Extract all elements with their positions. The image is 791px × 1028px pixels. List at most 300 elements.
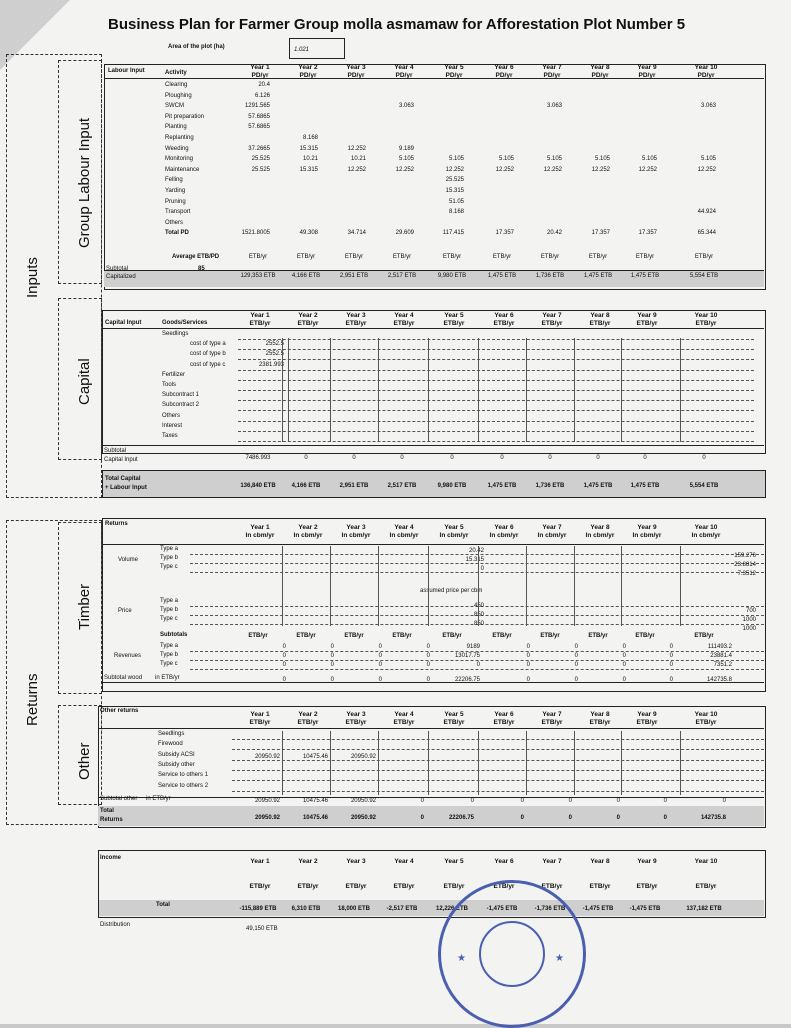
- other-subtotal-value: 0: [616, 798, 620, 804]
- labour-subtotal-value: 129,353 ETB: [240, 273, 276, 279]
- labour-value: 12.252: [591, 166, 610, 173]
- labour-value: 1521.8005: [241, 230, 270, 237]
- total-capital-label: Total Capital: [105, 476, 141, 482]
- unit-header: ETB/yr: [636, 883, 658, 890]
- capital-subtotal-value: 0: [596, 455, 600, 461]
- timber-section-label: Returns: [105, 521, 128, 527]
- capital-item-label: Interest: [162, 422, 183, 429]
- activity-label: Pruning: [165, 198, 186, 205]
- revenue-value: 0: [574, 653, 578, 659]
- total-capital-value: 1,475 ETB: [487, 483, 517, 489]
- other-header-line: [98, 728, 764, 729]
- subsidy-acsi-value: 20950.92: [350, 754, 376, 760]
- goods-header: Goods/Services: [162, 320, 208, 326]
- year-header: Year 9: [637, 312, 657, 319]
- capital-subtotal-line: [102, 445, 764, 446]
- activity-label: Planting: [165, 124, 187, 131]
- capital-col-rule: [574, 338, 575, 442]
- subtotal-wood-value: 0: [282, 677, 286, 683]
- revenue-value: 0: [378, 653, 382, 659]
- year-header: Year 1: [250, 858, 270, 865]
- other-subtotal-value: 0: [470, 798, 474, 804]
- total-returns-label: Total: [100, 808, 114, 814]
- capital-table: [102, 310, 766, 454]
- year-header: Year 1: [250, 711, 270, 718]
- activity-label: Maintenance: [165, 166, 200, 173]
- unit-header: ETB/yr: [393, 883, 415, 890]
- year-header: Year 2: [298, 711, 318, 718]
- labour-value: 12.252: [638, 166, 657, 173]
- distribution-label: Distribution: [100, 922, 131, 928]
- area-label: Area of the plot (ha): [168, 44, 225, 50]
- capital-item-label: cost of type b: [190, 351, 226, 358]
- type-label: Type b: [160, 652, 179, 658]
- labour-subtotal-value: 2,517 ETB: [387, 273, 417, 279]
- year-header: Year 6: [494, 711, 514, 718]
- volume-y10-value: 159.276: [734, 553, 756, 559]
- timber-col-rule: [428, 546, 429, 626]
- labour-value: 15.315: [299, 145, 318, 152]
- volume-y10-value: 23.8814: [734, 562, 756, 568]
- volume-y10-value: 7.3512: [737, 571, 756, 577]
- labour-value: 8.168: [448, 209, 464, 216]
- capital-subtotal-value: 0: [400, 455, 404, 461]
- labour-value: 5.105: [498, 156, 514, 163]
- capital-y1-value: 2381.993: [258, 361, 284, 368]
- unit-header: In cbm/yr: [489, 532, 519, 539]
- year-header: Year 5: [444, 312, 464, 319]
- year-header: Year 6: [494, 524, 514, 531]
- capital-section-label: Capital Input: [105, 320, 142, 326]
- labour-subtotal-value: 9,980 ETB: [437, 273, 467, 279]
- unit-header: ETB/yr: [636, 719, 658, 726]
- other-subtotal-value: 0: [568, 798, 572, 804]
- capital-subtotal-label: Subtotal: [104, 448, 127, 454]
- etb-unit: ETB/yr: [392, 254, 412, 260]
- unit-header: ETB/yr: [443, 883, 465, 890]
- other-row-rule: [232, 770, 764, 771]
- etb-unit: ETB/yr: [344, 254, 364, 260]
- capital-row-rule: [238, 441, 754, 442]
- average-value: 85: [198, 266, 205, 272]
- price-y10-value: 1000: [742, 626, 756, 632]
- revenue-value: 0: [378, 662, 382, 668]
- year-header: Year 10: [694, 64, 718, 71]
- revenue-value: 0: [574, 662, 578, 668]
- year-header: Year 5: [444, 858, 464, 865]
- labour-value: 25.525: [445, 177, 464, 184]
- capital-subtotal-value: 0: [643, 455, 647, 461]
- year-header: Year 3: [346, 524, 366, 531]
- unit-header: PD/yr: [347, 72, 365, 79]
- labour-value: 51.05: [448, 198, 464, 205]
- volume-y5-value: 15.315: [465, 557, 484, 563]
- labour-value: 17.357: [638, 230, 657, 237]
- other-item-label: Service to others 1: [158, 772, 209, 779]
- year-header: Year 4: [394, 858, 414, 865]
- revenues-label: Revenues: [114, 653, 142, 659]
- capital-item-label: Subcontract 1: [162, 392, 200, 399]
- average-label: Average ETB/PD: [172, 254, 220, 260]
- unit-header: ETB/yr: [695, 320, 717, 327]
- other-item-label: Subsidy ACSI: [158, 751, 195, 758]
- capital-col-rule: [378, 338, 379, 442]
- year-header: Year 4: [394, 64, 414, 71]
- year-header: Year 2: [298, 64, 318, 71]
- timber-col-rule: [478, 546, 479, 626]
- total-returns-value: 0: [420, 815, 424, 821]
- labour-value: 15.315: [445, 188, 464, 194]
- year-header: Year 9: [637, 524, 657, 531]
- labour-value: 5.105: [700, 156, 716, 163]
- other-subtotal-value: 20950.92: [350, 798, 376, 804]
- capital-item-label: Subcontract 2: [162, 402, 200, 409]
- revenue-row-rule: [190, 669, 764, 670]
- labour-value: 12.252: [347, 145, 366, 152]
- year-header: Year 9: [637, 711, 657, 718]
- other-col-rule: [378, 731, 379, 795]
- income-total-value: -1,475 ETB: [582, 906, 614, 912]
- other-item-label: Firewood: [158, 741, 183, 748]
- other-item-label: Seedlings: [158, 731, 185, 737]
- year-header: Year 7: [542, 711, 562, 718]
- timber-col-rule: [378, 546, 379, 626]
- capital-item-label: Taxes: [162, 433, 178, 439]
- labour-value: 44.924: [697, 209, 716, 216]
- total-capital-value: 1,475 ETB: [630, 483, 660, 489]
- labour-value: 5.105: [448, 156, 464, 163]
- revenue-value: 0: [330, 662, 334, 668]
- activity-label: Others: [165, 219, 184, 226]
- revenue-value: 0: [669, 653, 673, 659]
- inputs-side-label: Inputs: [24, 257, 41, 298]
- labour-subtotal-value: 1,736 ETB: [535, 273, 565, 279]
- unit-header: PD/yr: [251, 72, 269, 79]
- year-header: Year 6: [494, 312, 514, 319]
- total-capital-value: 5,554 ETB: [689, 483, 719, 489]
- unit-header: ETB/yr: [345, 719, 367, 726]
- unit-header: PD/yr: [395, 72, 413, 79]
- unit-header: ETB/yr: [541, 883, 563, 890]
- labour-value: 10.21: [350, 156, 366, 163]
- other-subtotal-value: 0: [663, 798, 667, 804]
- income-total-value: 6,310 ETB: [291, 906, 321, 912]
- activity-label: SWCM: [165, 103, 184, 110]
- year-header: Year 2: [298, 524, 318, 531]
- year-header: Year 5: [444, 711, 464, 718]
- other-subtotal-value: 10475.46: [302, 798, 328, 804]
- etb-unit: ETB/yr: [540, 254, 560, 260]
- total-returns-value: 0: [663, 815, 667, 821]
- labour-value: 17.357: [591, 230, 610, 237]
- year-header: Year 10: [694, 312, 718, 319]
- revenue-value: 0: [476, 662, 480, 668]
- etb-unit: ETB/yr: [296, 633, 316, 639]
- price-y5-value: 450: [473, 603, 484, 609]
- capital-col-rule: [288, 338, 289, 442]
- labour-subtotal-value: 1,475 ETB: [630, 273, 660, 279]
- labour-value: 20.42: [546, 230, 562, 237]
- unit-header: PD/yr: [543, 72, 561, 79]
- capital-subtotal-value: 7486.993: [245, 455, 271, 461]
- labour-value: 12.252: [347, 166, 366, 173]
- unit-header: ETB/yr: [345, 883, 367, 890]
- year-header: Year 3: [346, 858, 366, 865]
- unit-header: PD/yr: [445, 72, 463, 79]
- other-col-rule: [428, 731, 429, 795]
- labour-value: 65.344: [697, 230, 716, 237]
- page-title: Business Plan for Farmer Group molla asmamaw for Afforestation Plot Number 5: [108, 16, 686, 33]
- unit-header: In cbm/yr: [293, 532, 323, 539]
- other-section-label: Other returns: [100, 708, 139, 714]
- other-subtotal-value: 0: [520, 798, 524, 804]
- unit-header: ETB/yr: [493, 883, 515, 890]
- unit-header: In cbm/yr: [691, 532, 721, 539]
- unit-header: PD/yr: [638, 72, 656, 79]
- unit-header: ETB/yr: [393, 320, 415, 327]
- timber-col-rule: [621, 546, 622, 626]
- revenue-value: 0: [378, 644, 382, 650]
- subtotal-wood-unit: in ETB/yr: [155, 675, 180, 681]
- labour-value: 17.357: [495, 230, 514, 237]
- income-total-value: -1,475 ETB: [629, 906, 661, 912]
- labour-value: 1291.565: [244, 103, 270, 110]
- etb-unit: ETB/yr: [540, 633, 560, 639]
- labour-subtotal-value: 4,166 ETB: [291, 273, 321, 279]
- labour-subtotal-value: 5,554 ETB: [689, 273, 719, 279]
- capital-subtotal-value: 0: [304, 455, 308, 461]
- type-label: Type b: [160, 555, 179, 561]
- revenue-value: 13017.75: [454, 653, 480, 659]
- area-value: 1.021: [294, 47, 310, 53]
- year-header: Year 3: [346, 312, 366, 319]
- other-subtotal-label: Subtotal other: [100, 796, 138, 802]
- etb-unit: ETB/yr: [442, 254, 462, 260]
- total-returns-value: 22206.75: [448, 815, 474, 821]
- capital-item-label: Fertilizer: [162, 371, 186, 378]
- type-label: Type a: [160, 598, 179, 604]
- returns-side-label: Returns: [24, 673, 41, 726]
- revenue-value: 7351.2: [713, 662, 732, 668]
- timber-header-line: [102, 544, 764, 545]
- etb-unit: ETB/yr: [296, 254, 316, 260]
- year-header: Year 5: [444, 524, 464, 531]
- other-col-rule: [526, 731, 527, 795]
- revenue-value: 0: [282, 653, 286, 659]
- labour-value: 3.063: [546, 103, 562, 110]
- type-label: Type a: [160, 546, 179, 552]
- capital-item-label: Tools: [162, 382, 177, 388]
- capital-item-label: Seedlings: [162, 331, 189, 337]
- timber-col-rule: [680, 546, 681, 626]
- subtotal-wood-value: 0: [574, 677, 578, 683]
- price-y10-value: 700: [745, 608, 756, 614]
- year-header: Year 8: [590, 64, 610, 71]
- year-header: Year 10: [694, 858, 718, 865]
- labour-subtotal-value: 2,951 ETB: [339, 273, 369, 279]
- labour-subtotal-value: 1,475 ETB: [487, 273, 517, 279]
- capital-row-rule: [238, 400, 754, 401]
- total-returns-value: 10475.46: [302, 815, 328, 821]
- volume-y5-value: 20.42: [468, 548, 484, 554]
- revenue-value: 0: [669, 644, 673, 650]
- labour-value: 12.252: [543, 166, 562, 173]
- etb-unit: ETB/yr: [588, 633, 608, 639]
- price-y10-value: 1000: [742, 617, 756, 623]
- total-capital-value: 136,840 ETB: [240, 483, 276, 489]
- total-returns-value: 0: [616, 815, 620, 821]
- unit-header: ETB/yr: [541, 320, 563, 327]
- capital-subtotal-value: 0: [500, 455, 504, 461]
- capital-col-rule: [330, 338, 331, 442]
- income-total-value: 12,226 ETB: [435, 906, 469, 912]
- unit-header: ETB/yr: [443, 320, 465, 327]
- unit-header: ETB/yr: [297, 719, 319, 726]
- labour-value: 15.315: [299, 166, 318, 173]
- revenue-value: 0: [526, 644, 530, 650]
- etb-unit: ETB/yr: [492, 633, 512, 639]
- total-capital-value: 4,166 ETB: [291, 483, 321, 489]
- other-side-label: Other: [76, 742, 93, 780]
- total-returns-value: 142735.8: [700, 815, 726, 821]
- unit-header: In cbm/yr: [585, 532, 615, 539]
- unit-header: ETB/yr: [297, 320, 319, 327]
- unit-header: In cbm/yr: [341, 532, 371, 539]
- labour-value: 37.2665: [248, 145, 270, 152]
- other-subtotal-value: 20950.92: [254, 798, 280, 804]
- timber-col-rule: [574, 546, 575, 626]
- labour-value: 49.308: [299, 230, 318, 237]
- unit-header: PD/yr: [495, 72, 513, 79]
- year-header: Year 3: [346, 64, 366, 71]
- subtotal-wood-label: Subtotal wood: [104, 675, 143, 681]
- year-header: Year 1: [250, 524, 270, 531]
- timber-col-rule: [330, 546, 331, 626]
- year-header: Year 1: [250, 64, 270, 71]
- year-header: Year 4: [394, 711, 414, 718]
- labour-value: 8.168: [302, 135, 318, 141]
- labour-side-label: Group Labour Input: [76, 117, 93, 248]
- other-item-label: Subsidy other: [158, 761, 195, 768]
- total-returns-value: 0: [568, 815, 572, 821]
- unit-header: In cbm/yr: [537, 532, 567, 539]
- unit-header: ETB/yr: [493, 320, 515, 327]
- labour-value: 5.105: [594, 156, 610, 163]
- labour-value: 3.063: [700, 103, 716, 110]
- price-y5-value: 850: [473, 612, 484, 618]
- stamp-star-icon: ★: [555, 953, 564, 964]
- unit-header: ETB/yr: [443, 719, 465, 726]
- revenue-value: 23881.4: [710, 653, 732, 659]
- subsidy-acsi-value: 20950.92: [254, 754, 280, 760]
- capital-item-label: cost of type a: [190, 341, 226, 348]
- revenue-value: 0: [282, 644, 286, 650]
- year-header: Year 5: [444, 64, 464, 71]
- other-subtotal-value: 0: [420, 798, 424, 804]
- labour-value: 20.4: [258, 82, 270, 88]
- year-header: Year 8: [590, 711, 610, 718]
- total-capital-value: 2,951 ETB: [339, 483, 369, 489]
- capital-col-rule: [282, 338, 283, 442]
- capital-row-rule: [238, 370, 754, 371]
- subsidy-acsi-value: 10475.46: [302, 754, 328, 760]
- other-row-rule: [232, 749, 764, 750]
- capital-col-rule: [680, 338, 681, 442]
- other-row-rule: [232, 791, 764, 792]
- etb-unit: ETB/yr: [344, 633, 364, 639]
- subtotal-wood-value: 0: [669, 677, 673, 683]
- unit-header: PD/yr: [591, 72, 609, 79]
- revenue-value: 0: [669, 662, 673, 668]
- timber-side-label: Timber: [76, 583, 93, 630]
- other-row-rule: [232, 739, 764, 740]
- year-header: Year 10: [694, 524, 718, 531]
- labour-section-label: Labour Input: [108, 68, 145, 74]
- other-item-label: Service to others 2: [158, 782, 209, 789]
- activity-label: Weeding: [165, 145, 189, 152]
- total-capital-value: 1,736 ETB: [535, 483, 565, 489]
- capital-row-rule: [238, 390, 754, 391]
- income-total-value: -2,517 ETB: [386, 906, 418, 912]
- capital-side-label: Capital: [76, 358, 93, 405]
- price-y5-value: 850: [473, 621, 484, 627]
- unit-header: In cbm/yr: [439, 532, 469, 539]
- unit-header: ETB/yr: [589, 719, 611, 726]
- activity-label: Transport: [165, 209, 191, 216]
- income-total-value: -115,889 ETB: [239, 906, 277, 912]
- subtotal-wood-value: 0: [622, 677, 626, 683]
- activity-label: Total PD: [165, 230, 189, 237]
- capital-subtotal-value: 0: [352, 455, 356, 461]
- unit-header: ETB/yr: [541, 719, 563, 726]
- volume-label: Volume: [118, 557, 139, 563]
- other-col-rule: [680, 731, 681, 795]
- year-header: Year 7: [542, 858, 562, 865]
- revenue-value: 0: [330, 644, 334, 650]
- labour-subtotal-value: 1,475 ETB: [583, 273, 613, 279]
- total-capital-value: 2,517 ETB: [387, 483, 417, 489]
- revenue-value: 0: [282, 662, 286, 668]
- revenue-value: 111493.2: [707, 644, 732, 650]
- etb-unit: ETB/yr: [248, 633, 268, 639]
- price-label: Price: [118, 608, 132, 614]
- unit-header: PD/yr: [697, 72, 715, 79]
- year-header: Year 9: [637, 858, 657, 865]
- year-header: Year 7: [542, 524, 562, 531]
- capital-subtotal-value: 0: [702, 455, 706, 461]
- total-returns-value: 20950.92: [254, 815, 280, 821]
- income-total-label: Total: [156, 902, 170, 908]
- capital-subtotal-value: 0: [548, 455, 552, 461]
- activity-label: Ploughing: [165, 92, 192, 99]
- revenue-value: 0: [526, 662, 530, 668]
- total-returns-value: 20950.92: [350, 815, 376, 821]
- unit-header: ETB/yr: [589, 320, 611, 327]
- capital-item-label: cost of type c: [190, 361, 226, 368]
- type-label: Type c: [160, 616, 178, 622]
- year-header: Year 10: [694, 711, 718, 718]
- total-capital-value: 9,980 ETB: [437, 483, 467, 489]
- unit-header: ETB/yr: [345, 320, 367, 327]
- labour-value: 29.609: [395, 230, 414, 237]
- unit-header: ETB/yr: [249, 719, 271, 726]
- unit-header: ETB/yr: [393, 719, 415, 726]
- labour-value: 12.252: [395, 166, 414, 173]
- year-header: Year 6: [494, 858, 514, 865]
- capital-col-rule: [478, 338, 479, 442]
- income-total-value: 137,182 ETB: [686, 906, 722, 912]
- labour-capitalized-label: Capitalized: [106, 274, 136, 280]
